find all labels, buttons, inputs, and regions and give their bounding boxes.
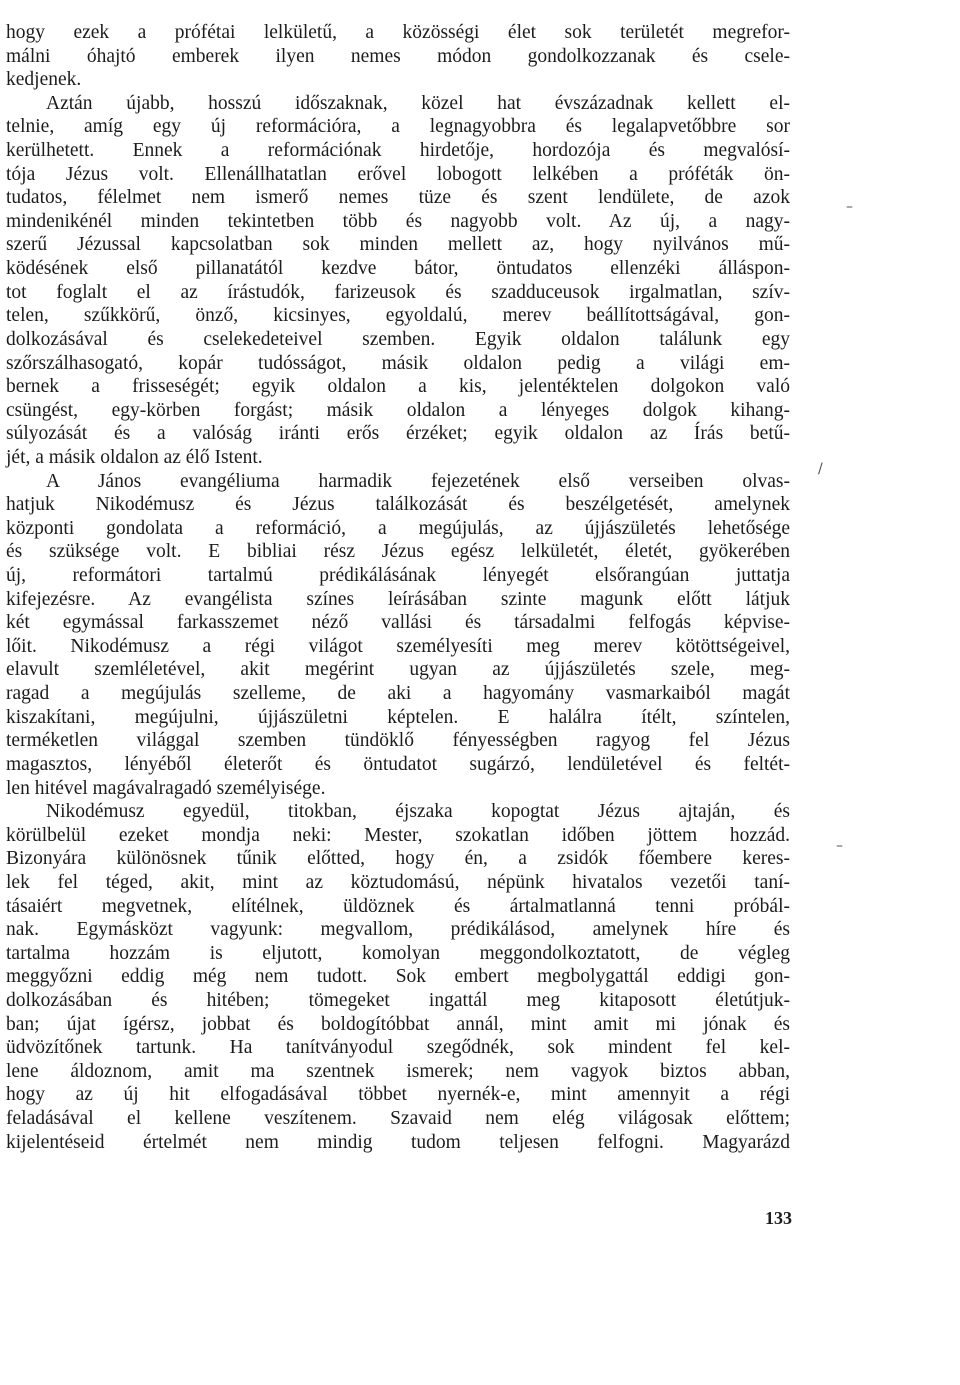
text-line: kifejezésre. Az evangélista színes leírásában szinte magunk előtt látjuk [6, 588, 790, 610]
text-line: Nikodémusz egyedül, titokban, éjszaka kopogtat Jézus ajtaján, és [46, 801, 790, 823]
text-line: kiszakítani, megújulni, újjászületni képtelen. E halálra ítélt, színtelen, [6, 706, 790, 728]
text-line: kedjenek. [6, 69, 82, 91]
text-line: Bizonyára különösnek tűnik előtted, hogy én, a zsidók főembere keres- [6, 848, 790, 870]
text-line: len hitével magávalragadó személyisége. [6, 777, 326, 799]
text-line: mindenikénél minden tekintetben több és nagyobb volt. Az új, a nagy- [6, 210, 790, 232]
paragraph [6, 92, 790, 470]
text-line: nak. Egymásközt vagyunk: megvallom, prédikálásod, amelynek híre és [6, 919, 790, 941]
text-line: központi gondolata a reformáció, a megújulás, az újjászületés lehetősége [6, 517, 790, 539]
text-line: tot foglalt el az írástudók, farizeusok és szadduceusok irgalmatlan, szív- [6, 281, 790, 303]
text-line: ban; újat ígérsz, jobbat és boldogítóbbat annál, mint amit mi jónak és [6, 1013, 790, 1035]
scan-dash-mark-lower: – [836, 838, 843, 854]
text-line: hogy az új hit elfogadásával többet nyernék-e, mint amennyit a régi [6, 1084, 790, 1106]
text-line: lek fel téged, akit, mint az köztudomású, népünk hivatalos vezetői taní- [6, 871, 790, 893]
paragraph [6, 470, 790, 801]
text-line: lene áldoznom, amit ma szentnek ismerek; nem vagyok biztos abban, [6, 1060, 790, 1082]
text-line: két egymással farkasszemet néző vallási és társadalmi felfogás képvise- [6, 612, 790, 634]
paragraph [6, 21, 790, 92]
text-line: ködésének első pillanatától kezdve bátor, öntudatos ellenzéki álláspon- [6, 258, 790, 280]
text-line: jét, a másik oldalon az élő Istent. [6, 446, 263, 468]
page-body-text [6, 21, 790, 1154]
text-line: súlyozását és a valóság iránti erős érzéket; egyik oldalon az Írás betű- [6, 423, 790, 445]
text-line: kerülhetett. Ennek a reformációnak hirdetője, hordozója és megvalósí- [6, 140, 790, 162]
text-line: csüngést, egy-körben forgást; másik oldalon a lényeges dolgok kihang- [6, 399, 790, 421]
text-line: magasztos, lényéből életerőt és öntudatot sugárzó, lendületével és feltét- [6, 753, 790, 775]
text-line: tudatos, félelmet nem ismerő nemes tüze és szent lendülete, de azok [6, 187, 790, 209]
text-line: málni óhajtó emberek ilyen nemes módon gondolkozzanak és csele- [6, 45, 790, 67]
text-line: új, reformátori tartalmú prédikálásának lényegét elsőrangúan juttatja [6, 565, 790, 587]
text-line: dolkozásával és cselekedeteivel szemben. Egyik oldalon találunk egy [6, 328, 790, 350]
text-line: hogy ezek a prófétai lelkületű, a közösségi élet sok területét megrefor- [6, 22, 790, 43]
text-line: terméketlen világgal szemben tündöklő fényességben ragyog fel Jézus [6, 730, 790, 752]
scan-dash-mark: – [846, 199, 853, 215]
text-line: és szüksége volt. E bibliai rész Jézus egész lelkületét, életét, gyökerében [6, 541, 790, 563]
text-line: kijelentéseid értelmét nem mindig tudom teljesen felfogni. Magyarázd [6, 1131, 790, 1153]
text-line: dolkozásában és hitében; tömegeket ingattál meg kitaposott életútjuk- [6, 989, 790, 1011]
text-line: Aztán újabb, hosszú időszaknak, közel hat évszázadnak kellett el- [46, 92, 790, 114]
text-line: üdvözítőnek tartunk. Ha tanítványodul szegődnék, sok mindent fel kel- [6, 1037, 790, 1059]
text-line: lőit. Nikodémusz a régi világot személyesíti meg merev kötöttségeivel, [6, 635, 790, 657]
text-line: A János evangéliuma harmadik fejezetének első verseiben olvas- [46, 470, 790, 492]
text-line: bernek a frisseségét; egyik oldalon a kis, jelentéktelen dolgokon való [6, 376, 790, 398]
page-number: 133 [765, 1208, 792, 1228]
text-line: meggyőzni eddig még nem tudott. Sok embert megbolygattál eddigi gon- [6, 966, 790, 988]
paragraph [6, 800, 790, 1154]
text-line: telen, szűkkörű, önző, kicsinyes, egyoldalú, merev beállítottságával, gon- [6, 305, 790, 327]
text-line: szőrszálhasogató, kopár tudósságot, másik oldalon pedig a világi em- [6, 352, 790, 374]
text-line: szerű Jézussal kapcsolatban sok minden mellett az, hogy nyilvános mű- [6, 234, 790, 256]
text-line: tója Jézus volt. Ellenállhatatlan erővel lobogott lelkében a próféták ön- [6, 163, 790, 185]
text-line: feladásával el kellene veszítenem. Szavaid nem elég világosak előttem; [6, 1108, 790, 1130]
text-line: körülbelül ezeket mondja neki: Mester, szokatlan időben jöttem hozzád. [6, 824, 790, 846]
text-line: tartalma hozzám is eljutott, komolyan meggondolkoztatott, de végleg [6, 942, 790, 964]
text-line: telnie, amíg egy új reformációra, a legnagyobbra és legalapvetőbbre sor [6, 116, 790, 138]
text-line: tásaiért megvetnek, elítélnek, üldöznek és ártalmatlanná tenni próbál- [6, 895, 790, 917]
text-line: elavult szemléletével, akit megérint ugyan az újjászületés szele, meg- [6, 659, 790, 681]
scan-stroke-mark: / [818, 461, 823, 477]
text-line: hatjuk Nikodémusz és Jézus találkozását és beszélgetését, amelynek [6, 494, 790, 516]
text-line: ragad a megújulás szelleme, de aki a hagyomány vasmarkaiból magát [6, 683, 790, 705]
